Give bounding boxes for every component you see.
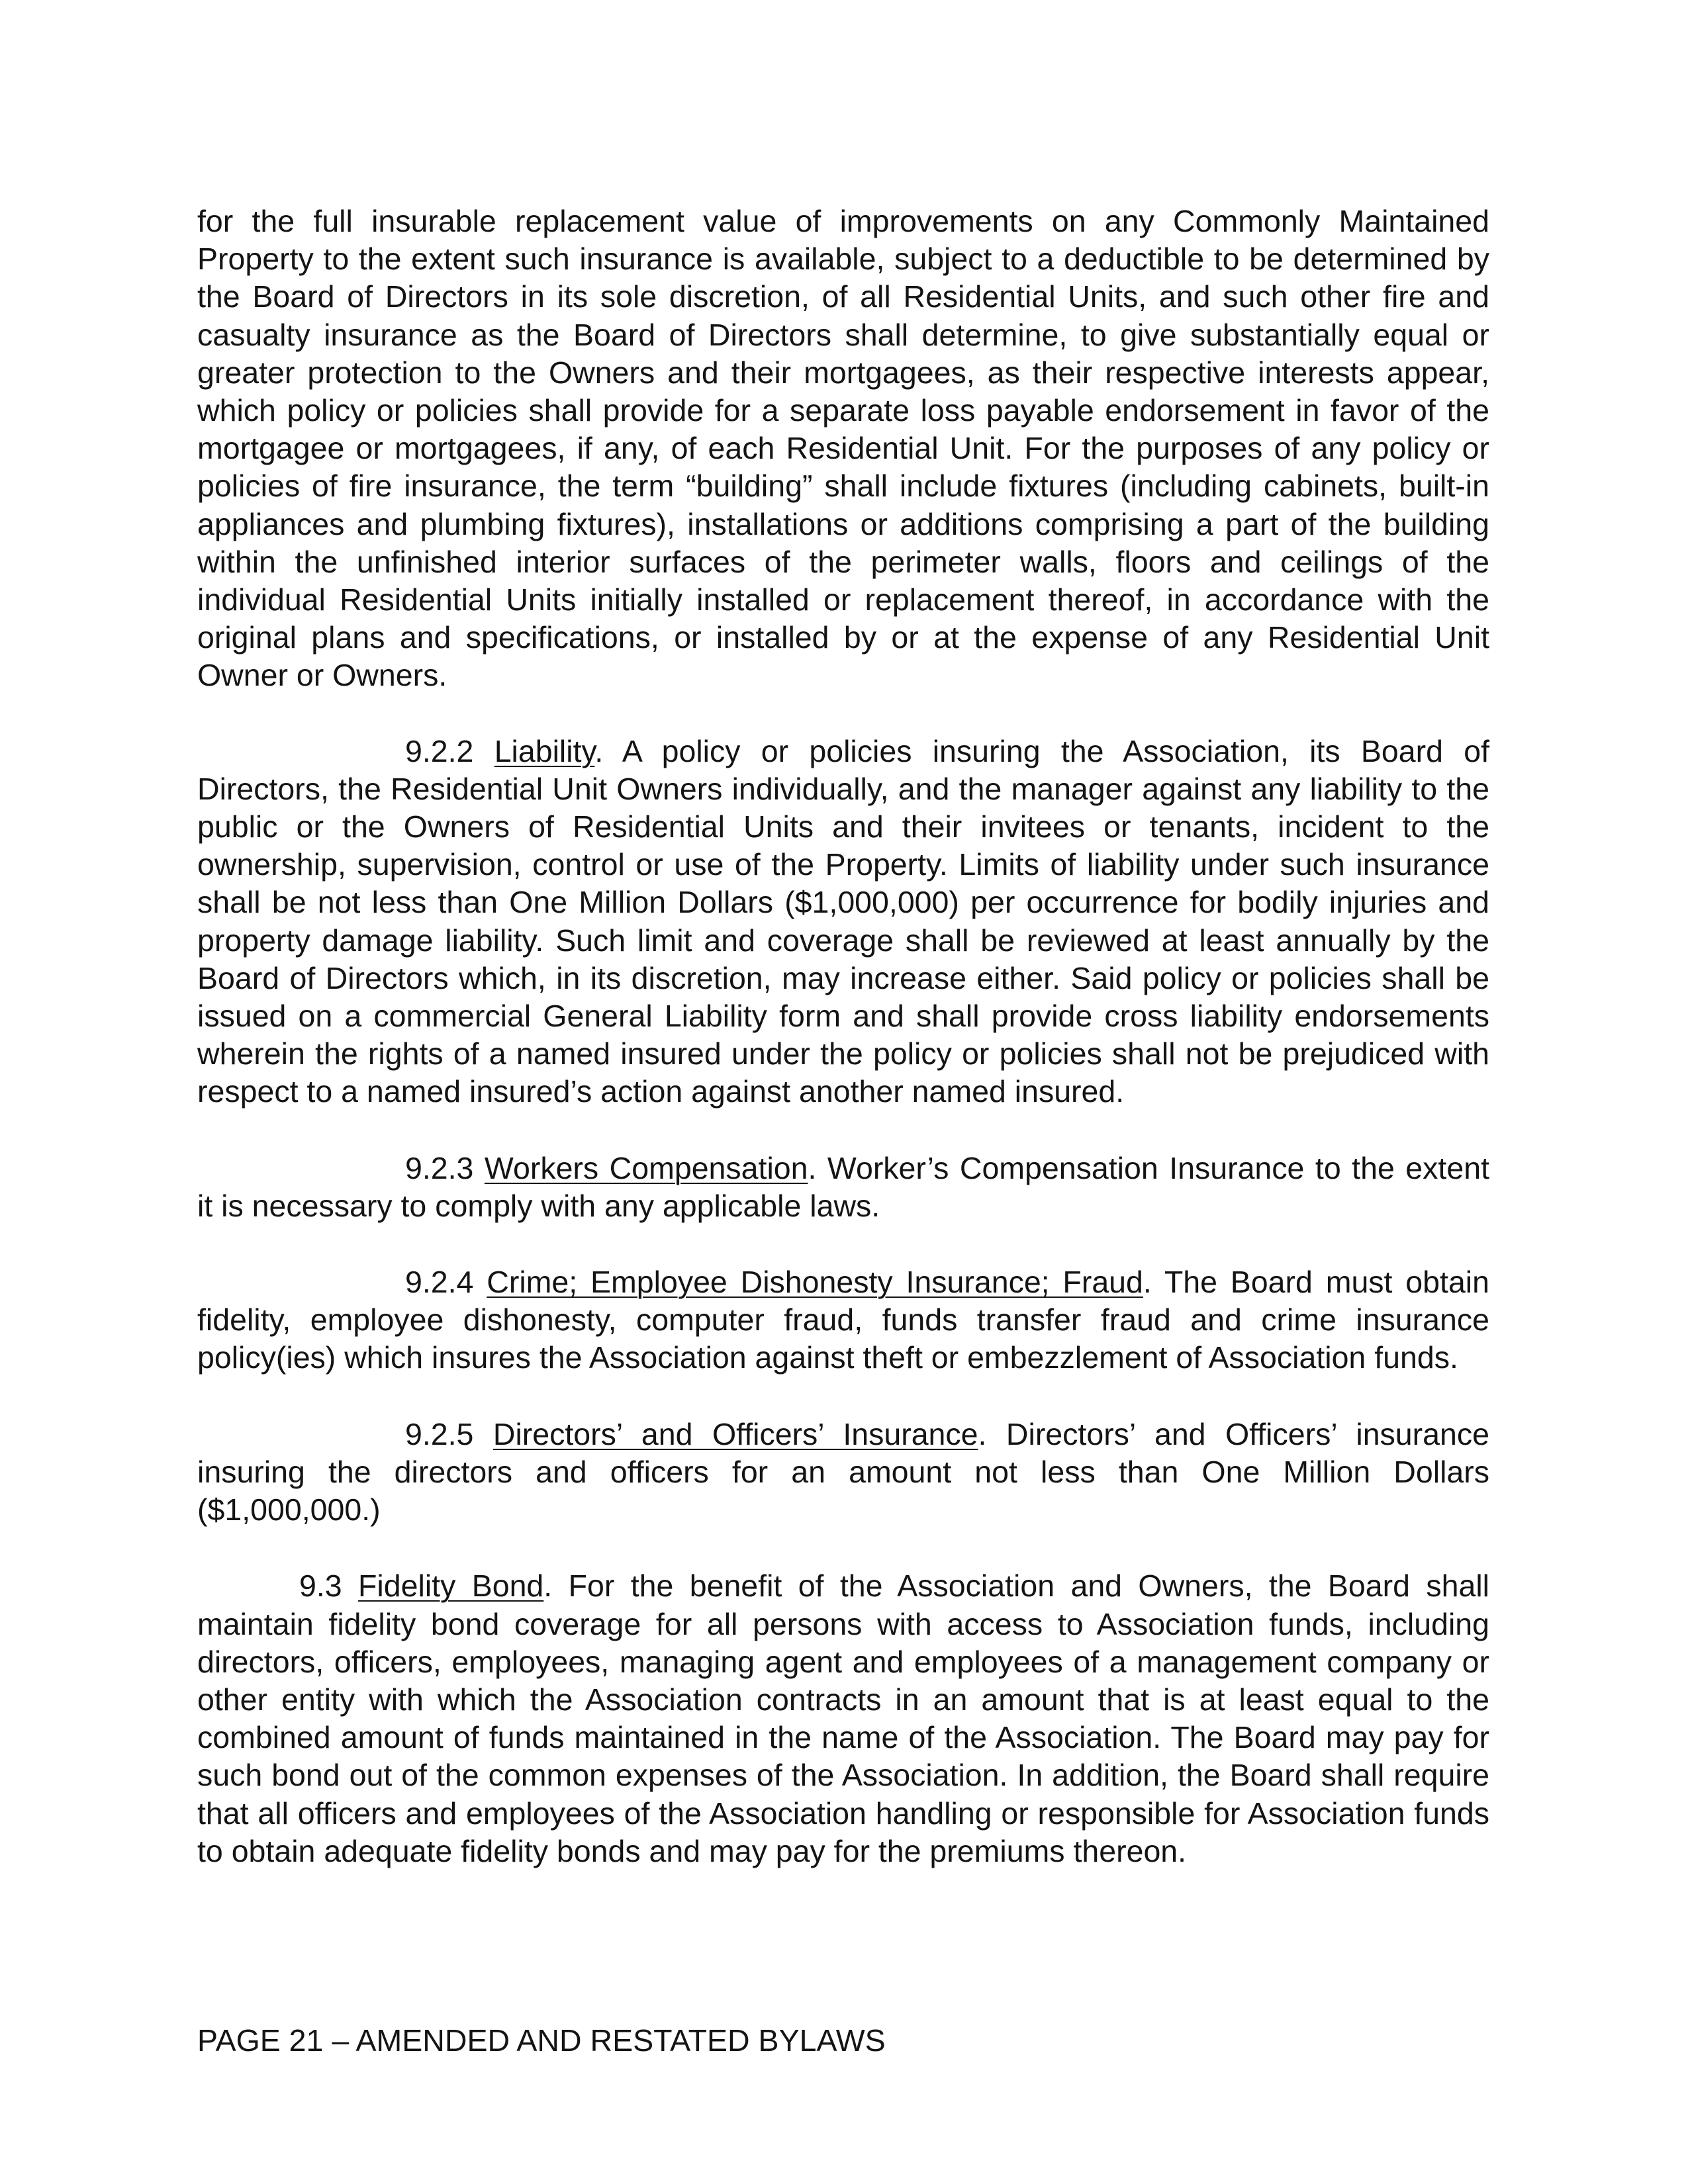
section-body: . The Board must obtain fidelity, employee dishonesty, computer fraud, funds transfer fraud and crime insurance policy(ies) which insures the Association against theft or embezzlement of Association funds. [197, 1265, 1489, 1375]
section-number: 9.2.5 [405, 1416, 474, 1451]
section-body: . For the benefit of the Association and Owners, the Board shall maintain fidelity bond coverage for all persons with access to Association funds, including directors, officers, employees, managing agent and employees of a management company or other entity with which the Association contracts in an amount that is at least equal to the combined amount of funds maintained in the name of the Association. The Board may pay for such bond out of the common expenses of the Association. In addition, the Board shall require that all officers and employees of the Association handling or responsible for Association funds to obtain adequate fidelity bonds and may pay for the premiums thereon. [197, 1569, 1490, 1868]
section-number: 9.2.2 [405, 733, 474, 768]
section-body: . Worker’s Compensation Insurance to the extent it is necessary to comply with any applicable laws. [197, 1150, 1489, 1223]
section-body: . Directors’ and Officers’ insurance insuring the directors and officers for an amount not less than One Million Dollars ($1,000,000.) [197, 1416, 1489, 1527]
paragraph-continuation: for the full insurable replacement value of improvements on any Commonly Maintained Property to the extent such insurance is available, subject to a deductible to be determined by the Board of Directors in its sole discretion, of all Residential Units, and such other fire and casualty insurance as the Board of Directors shall determine, to give substantially equal or greater protection to the Owners and their mortgagees, as their respective interests appear, which policy or policies shall provide for a separate loss payable endorsement in favor of the mortgagee or mortgagees, if any, of each Residential Unit. For the purposes of any policy or policies of fire insurance, the term “building” shall include fixtures (including cabinets, built-in appliances and plumbing fixtures), installations or additions comprising a part of the building within the unfinished interior surfaces of the perimeter walls, floors and ceilings of the individual Residential Units initially installed or replacement thereof, in accordance with the original plans and specifications, or installed by or at the expense of any Residential Unit Owner or Owners. [197, 204, 1489, 693]
section-9-2-3 [197, 1150, 1489, 1225]
section-heading: Fidelity Bond [358, 1569, 544, 1604]
section-heading: Liability [494, 733, 595, 768]
section-9-2-4 [197, 1263, 1489, 1377]
section-heading: Crime; Employee Dishonesty Insurance; Fraud [487, 1265, 1143, 1300]
section-body: . A policy or policies insuring the Association, its Board of Directors, the Residential Unit Owners individually, and the manager against any liability to the public or the Owners of Residential Units and their invitees or tenants, incident to the ownership, supervision, control or use of the Property. Limits of liability under such insurance shall be not less than One Million Dollars ($1,000,000) per occurrence for bodily injuries and property damage liability. Such limit and coverage shall be reviewed at least annually by the Board of Directors which, in its discretion, may increase either. Said policy or policies shall be issued on a commercial General Liability form and shall provide cross liability endorsements wherein the rights of a named insured under the policy or policies shall not be prejudiced with respect to a named insured’s action against another named insured. [197, 733, 1489, 1109]
section-number: 9.2.4 [405, 1265, 474, 1300]
section-9-2-5 [197, 1416, 1489, 1529]
section-9-3 [197, 1567, 1489, 1870]
section-heading: Directors’ and Officers’ Insurance [492, 1416, 978, 1451]
section-heading: Workers Compensation [484, 1150, 808, 1185]
document-body [197, 203, 1489, 1909]
page-footer: PAGE 21 – AMENDED AND RESTATED BYLAWS [197, 2023, 886, 2058]
section-number: 9.2.3 [405, 1150, 474, 1185]
section-9-2-2 [197, 733, 1489, 1111]
section-number: 9.3 [299, 1569, 342, 1604]
